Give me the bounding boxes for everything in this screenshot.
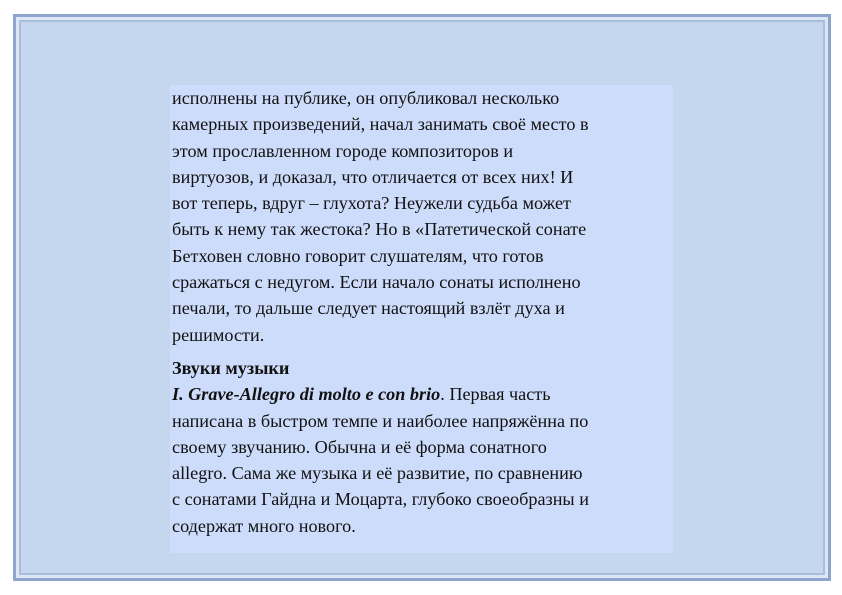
text-line: с сонатами Гайдна и Моцарта, глубоко своеобразны и [172, 489, 589, 510]
text-box [170, 85, 673, 553]
text-line: решимости. [172, 324, 265, 345]
text-line: быть к нему так жестока? Но в «Патетической сонате [172, 219, 587, 240]
text-line: этом прославленном городе композиторов и [172, 140, 514, 161]
text-line: вот теперь, вдруг – глухота? Неужели судьба может [172, 193, 571, 214]
text-line: камерных произведений, начал занимать своё место в [172, 114, 589, 135]
movement-line [172, 381, 673, 407]
text-line: исполнены на публике, он опубликовал несколько [172, 88, 560, 108]
text-line: печали, то дальше следует настоящий взлёт духа и [172, 298, 565, 319]
text-line: написана в быстром темпе и наиболее напряжённа по [172, 410, 589, 431]
section-music [172, 355, 673, 539]
movement-title: I. Grave-Allegro di molto e con brio [172, 384, 441, 405]
paragraph-intro [172, 85, 673, 348]
text-line: allegro. Сама же музыка и её развитие, по сравнению [172, 463, 583, 484]
section-heading: Звуки музыки [172, 357, 290, 378]
text-line: виртуозов, и доказал, что отличается от всех них! И [172, 166, 574, 187]
text-line: своему звучанию. Обычна и её форма сонатного [172, 436, 547, 457]
text-line: сражаться с недугом. Если начало сонаты исполнено [172, 272, 581, 293]
text-line: Бетховен словно говорит слушателям, что готов [172, 245, 544, 266]
movement-line-rest: . Первая часть [440, 384, 551, 405]
text-line: содержат много нового. [172, 515, 356, 536]
